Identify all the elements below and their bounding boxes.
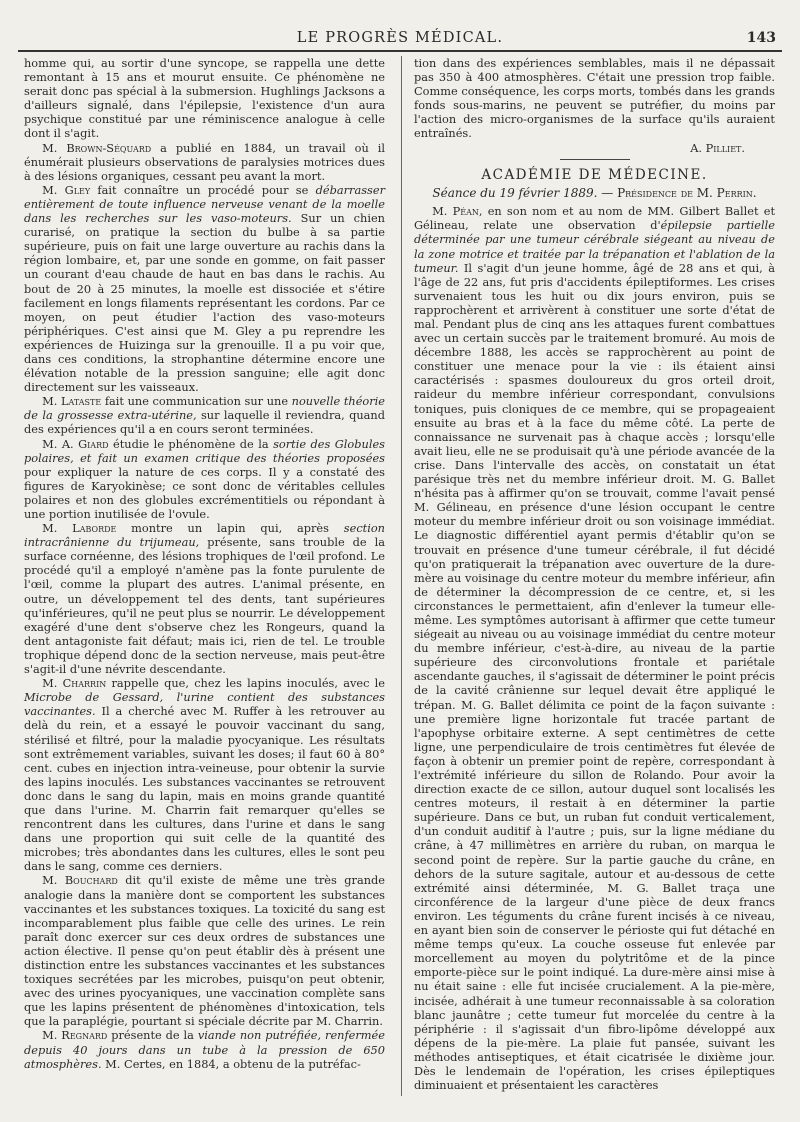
column-divider (401, 56, 402, 1096)
right-column (414, 56, 775, 1092)
text: étudie le phénomène de la (108, 436, 274, 451)
text: a publié en 1884, un travail où il énumérait plusieurs observations de paralysies motrices dues à des lésions organiques, cessant peu avant la mort. (24, 140, 386, 183)
text: rappelle que, chez les lapins inoculés, avec le (106, 676, 385, 691)
emphasis: nouvelle théorie de la grossesse extra-utérine, (24, 394, 385, 423)
paragraph: tion dans des expériences semblables, mais il ne dépassait pas 350 à 400 atmosphères. C'était une pression trop faible. Comme conséquence, les corps morts, tombés dans les grands fonds sous-marins, ne peuvent se putréfier, du moins par l'action des micro-organismes de la surface qu'ils auraient entraînés. (414, 56, 775, 141)
signature-text: A. Pilliet. (690, 140, 745, 155)
page-header (18, 30, 782, 50)
text: sur laquelle il reviendra, quand des expériences qu'il a en cours seront terminées. (24, 408, 385, 437)
emphasis: sortie des Globules polaires, et fait un examen critique des théories proposées (24, 436, 385, 465)
header-rule (18, 50, 782, 52)
author-name: M. Laborde (42, 521, 117, 536)
paragraph (24, 676, 385, 873)
text: M. Certes, en 1884, a obtenu de la putréfac- (101, 1056, 361, 1071)
page-number: 143 (746, 30, 776, 46)
text: présente, sans trouble de la surface cornéenne, des lésions trophiques de l'œil profond. Le procédé qu'il a employé n'amène pas la fonte purulente de l'œil, comme la plupart des autres. L'animal présente, en outre, un développement tel des dents, tant supérieures qu'inférieures, qu'il ne peut plus se nourrir. Le développement exagéré d'une dent s'observe chez les Rongeurs, quand la dent antagoniste fait défaut; mais ici, rien de tel. Le trouble trophique dépend donc de la section nerveuse, mais peut-être s'agit-il d'une névrite descendante. (24, 535, 385, 677)
left-column (24, 56, 385, 1071)
text: Sur un chien curarisé, on pratique la section du bulbe à sa partie supérieure, puis on fait une large ouverture au rachis dans la région lombaire, et, par une sonde en gomme, on fait passer un courant d'eau chaude de haut en bas dans le rachis. Au bout de 20 à 25 minutes, la moelle est dissociée et s'étire facilement en longs filaments représentant les cordons. Par ce moyen, on peut étudier l'action des vaso-moteurs périphériques. C'est ainsi que M. Gley a pu reprendre les expériences de Huizinga sur la grenouille. Il a pu voir que, dans ces conditions, la strophantine détermine encore une élévation notable de la pression sanguine; elle agit donc directement sur les vaisseaux. (24, 211, 385, 395)
session-line (414, 186, 775, 201)
section-title: ACADÉMIE DE MÉDECINE. (481, 166, 708, 183)
paragraph (24, 437, 385, 522)
paragraph: homme qui, au sortir d'une syncope, se rappella une dette remontant à 15 ans et mourut ensuite. Ce phénomène ne serait donc pas spécial à la submersion. Hughlings Jacksons a d'ailleurs signalé, dans l'épilepsie, l'existence d'un aura psychique constitué par une réminiscence analogue à celle dont il s'agit. (24, 56, 385, 141)
text: Il s'agit d'un jeune homme, âgé de 28 ans et qui, à l'âge de 22 ans, fut pris d'accidents épileptiformes. Les crises survenaient tous les huit ou dix jours environ, puis se rapprochèrent et arrivèrent à constituer une sorte d'état de mal. Pendant plus de cinq ans les attaques furent combattues avec un certain succès par le traitement bromuré. Au mois de décembre 1888, les accès se rapprochèrent au point de constituer une menace pour la vie : ils étaient ainsi caractérisés : spasmes douloureux du gros orteil droit, raideur du membre inférieur correspondant, convulsions toniques, puis cloniques de ce membre, qui se propageaient ensuite au bras et à la face du même côté. La perte de connaissance ne survenait pas à chaque accès ; lorsqu'elle avait lieu, elle ne se produisait qu'à une période avancée de la crise. Dans l'intervalle des accès, on constatait un état parésique très net du membre inférieur droit. M. G. Ballet n'hésita pas à affirmer qu'on se trouvait, comme l'avait pensé M. Gélineau, en présence d'une lésion occupant le centre moteur du membre inférieur droit ou son voisinage immédiat. Le diagnostic différentiel ayant permis d'établir qu'on se trouvait en présence d'une tumeur cérébrale, il fut décidé qu'on pratiquerait la trépanation avec ouverture de la dure-mère au voisinage du centre moteur du membre inférieur, afin de déterminer la décompression de ce centre, et, si les circonstances le permettaient, afin d'enlever la tumeur elle-même. Les symptômes autorisant à affirmer que cette tumeur siégeait au niveau ou au voisinage immédiat du centre moteur du membre inférieur, c'est-à-dire, au niveau de la partie supérieure des circonvolutions frontale et pariétale ascendante gauches, il s'agissait de déterminer le point précis de la cavité crânienne sur lequel devait être appliqué le trépan. M. G. Ballet délimita ce point de la façon suivante : une première ligne horizontale fut tracée partant de l'apophyse orbitaire externe. A sept centimètres de cette ligne, une perpendiculaire de trois centimètres fut élevée de façon à obtenir un premier point de repère, correspondant à l'extrémité inférieure du sillon de Rolando. Pour avoir la direction exacte de ce sillon, autour duquel sont localisés les centres moteurs, il restait à en déterminer la partie supérieure. Dans ce but, un ruban fut conduit verticalement, d'un conduit auditif à l'autre ; puis, sur la ligne médiane du crâne, à 47 millimètres en arrière du ruban, on marqua le second point de repère. Sur la partie gauche du crâne, en dehors de la suture sagitale, autour et au-dessous de cette extrémité ainsi déterminée, M. G. Ballet traça une circonférence de la largeur d'une pièce de deux francs environ. Les téguments du crâne furent incisés à ce niveau, en ayant bien soin de conserver le périoste qui fut détaché en même temps qu'eux. La couche osseuse fut enlevée par morcellement au moyen du polytritôme et de la pince emporte-pièce sur le point indiqué. La dure-mère ainsi mise à nu était saine : elle fut incisée crucialement. A la pie-mère, incisée, adhérait à une tumeur reconnaissable à sa coloration blanc jaunâtre ; cette tumeur fut morcelée du centre à la périphérie : il s'agissait d'un fibro-lipôme développé aux dépens de la pie-mère. La plaie fut pansée, suivant les méthodes antiseptiques, et était cicatrisée le dixième jour. Dès le lendemain de l'opération, les crises épileptiques diminuaient et présentaient les caractères (414, 260, 775, 1093)
emphasis: épilepsie partielle déterminée par une tumeur cérébrale siégeant au niveau de la zone motrice et traitée par la trépanation et l'ablation de la tumeur. (414, 218, 775, 275)
signature (414, 141, 775, 155)
paragraph (24, 183, 385, 394)
text: , en son nom et au nom de MM. Gilbert Ballet et Gélineau, relate une observation d' (414, 204, 776, 233)
paragraph (24, 1028, 385, 1070)
author-name: M. Lataste (42, 394, 102, 409)
paragraph (24, 521, 385, 676)
author-name: M. Péan (432, 204, 479, 219)
emphasis: Microbe de Gessard, l'urine contient des substances vaccinantes. (24, 690, 385, 719)
emphasis: section intracrânienne du trijumeau, (24, 521, 385, 550)
author-name: M. Gley (42, 182, 91, 197)
section-rule (560, 159, 630, 160)
session-presidence: — Présidence de M. Perrin. (597, 185, 757, 200)
session-date: Séance du 19 février 1889. (432, 185, 598, 200)
text: pour expliquer la nature de ces corps. Il y a constaté des figures de Karyokinèse; ce sont donc de véritables cellules polaires et non des globules excrémentitiels ou répondant à une portion inutilisée de l'ovule. (24, 464, 385, 521)
text: Il a cherché avec M. Ruffer à les retrouver au delà du rein, et a essayé le pouvoir vaccinant du sang, stérilisé et filtré, pour la maladie pyocyanique. Les résultats sont extrêmement variables, suivant les doses; il faut 60 à 80° cent. cubes en injection intra-veineuse, pour obtenir la survie des lapins inoculés. Les substances vaccinantes se retrouvent donc dans le sang du lapin, mais en moins grande quantité que dans l'urine. M. Charrin fait remarquer qu'elles se rencontrent dans les cultures, dans l'urine et dans le sang dans une proportion qui suit celle de la quantité des microbes; très abondantes dans les cultures, elles le sont peu dans le sang, comme ces derniers. (24, 704, 385, 874)
emphasis: viande non putréfiée, renfermée depuis 40 jours dans un tube à la pression de 650 atmosphères. (24, 1028, 385, 1071)
text: dit qu'il existe de même une très grande analogie dans la manière dont se comportent les substances vaccinantes et les substances toxiques. La toxicité du sang est incomparablement plus faible que celle des urines. Le rein paraît donc exercer sur ces deux ordres de substances une action élective. Il pense qu'on peut établir dès à présent une distinction entre les substances vaccinantes et les substances toxiques secrétées par les microbes, puisqu'on peut obtenir, avec des urines pyocyaniques, une vaccination complète sans que les lapins présentent de phénomènes d'intoxication, tels que la paraplégie, pourtant si spéciale décrite par M. Charrin. (24, 873, 385, 1029)
author-name: M. Brown-Séquard (42, 140, 152, 155)
text: montre un lapin qui, après (116, 521, 344, 536)
journal-title: LE PROGRÈS MÉDICAL. (296, 30, 504, 46)
paragraph (24, 141, 385, 183)
author-name: M. A. Giard (42, 436, 109, 451)
author-name: M. Charrin (42, 676, 107, 691)
paragraph (24, 394, 385, 436)
author-name: M. Bouchard (42, 873, 118, 888)
text: fait une communication sur une (101, 394, 292, 409)
paragraph (414, 204, 775, 1092)
text: présente de la (107, 1028, 198, 1043)
paragraph (24, 873, 385, 1028)
emphasis: débarrasser entièrement de toute influence nerveuse venant de la moelle dans les recherches sur les vaso-moteurs. (24, 182, 385, 226)
text: fait connaître un procédé pour se (90, 182, 316, 197)
author-name: M. Regnard (42, 1028, 108, 1043)
